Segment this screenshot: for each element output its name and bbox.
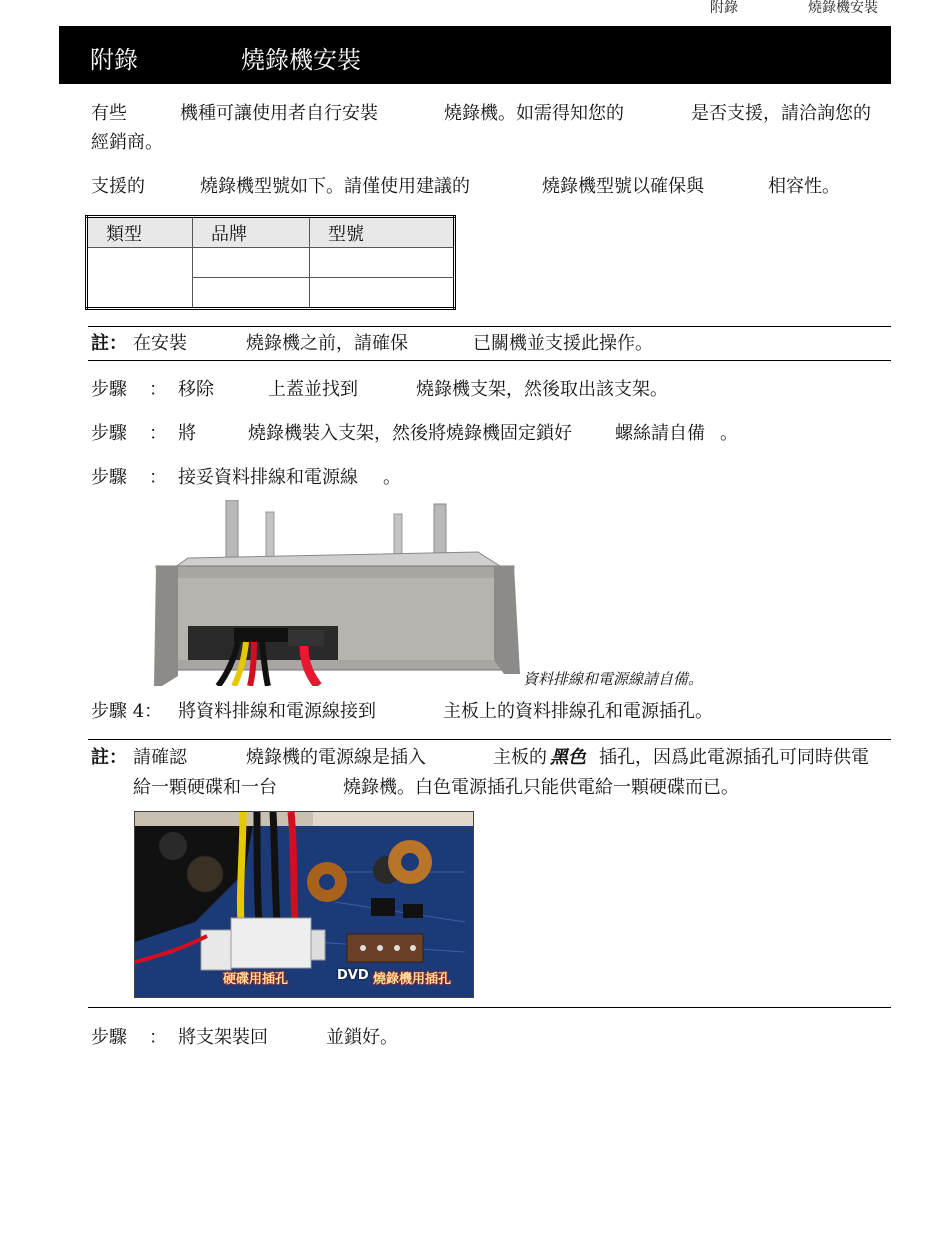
running-header-right: 燒錄機安裝 xyxy=(808,0,878,16)
intro-line3-c: 燒錄機型號以確保與 xyxy=(542,176,704,197)
step2-text-b: 燒錄機裝入支架，然後將燒錄機固定鎖好 xyxy=(248,423,572,444)
intro-line2: 經銷商。 xyxy=(91,132,163,153)
step2-text-a: 將 xyxy=(178,423,196,444)
section-title-right: 燒錄機安裝 xyxy=(241,46,361,74)
table-header-model: 型號 xyxy=(310,217,455,248)
step5-colon: ： xyxy=(149,1027,167,1048)
note2-line1-a: 請確認 xyxy=(133,747,187,768)
step2-label: 步驟 xyxy=(91,423,127,444)
note2-line2-a: 給一顆硬碟和一台 xyxy=(133,777,277,798)
supported-burner-table xyxy=(85,215,456,310)
step1-text-a: 移除 xyxy=(178,379,214,400)
step3-colon: ： xyxy=(149,467,167,488)
photo1-caption: 資料排線和電源線請自備。 xyxy=(523,670,704,688)
motherboard-power-photo xyxy=(134,811,474,998)
step4-text-a: 將資料排線和電源線接到 xyxy=(178,701,376,722)
step3-label: 步驟 xyxy=(91,467,127,488)
intro-line1-c: 燒錄機。如需得知您的 xyxy=(444,103,624,124)
step4-label: 步驟 4： xyxy=(91,701,163,722)
intro-line1-b: 機種可讓使用者自行安裝 xyxy=(180,103,378,124)
note2-line1-black: 黑色 xyxy=(550,747,586,768)
step5-text-b: 並鎖好。 xyxy=(326,1027,398,1048)
step2-text-d: 。 xyxy=(720,423,738,444)
step5-label: 步驟 xyxy=(91,1027,127,1048)
note2-line1-c: 主板的 xyxy=(493,747,547,768)
step1-text-b: 上蓋並找到 xyxy=(268,379,358,400)
intro-line3-d: 相容性。 xyxy=(768,176,840,197)
table-cell-brand xyxy=(193,248,310,278)
step1-colon: ： xyxy=(149,379,167,400)
intro-line3-b: 燒錄機型號如下。請僅使用建議的 xyxy=(200,176,470,197)
table-row xyxy=(87,248,455,278)
table-header-row xyxy=(87,217,455,248)
step5-text-a: 將支架裝回 xyxy=(178,1027,268,1048)
burner-bracket-photo xyxy=(148,500,520,686)
running-header-left: 附錄 xyxy=(710,0,738,16)
note1-bottom-rule xyxy=(88,360,891,361)
section-title-bar xyxy=(59,26,891,84)
table-header-type: 類型 xyxy=(87,217,193,248)
intro-line3-a: 支援的 xyxy=(91,176,145,197)
table-cell-type xyxy=(87,248,193,309)
step2-text-c: 螺絲請自備 xyxy=(615,423,705,444)
step4-text-b: 主板上的資料排線孔和電源插孔。 xyxy=(443,701,713,722)
dvd-connector-prefix: DVD xyxy=(337,968,369,983)
table-cell-brand xyxy=(193,278,310,309)
section-title-left: 附錄 xyxy=(90,46,138,74)
note1-text-c: 已關機並支援此操作。 xyxy=(473,333,653,354)
note1-text-a: 在安裝 xyxy=(133,333,187,354)
step1-text-c: 燒錄機支架，然後取出該支架。 xyxy=(416,379,668,400)
table-cell-model xyxy=(310,248,455,278)
note2-line2-b: 燒錄機。白色電源插孔只能供電給一顆硬碟而已。 xyxy=(343,777,739,798)
note2-line1-d: 插孔，因爲此電源插孔可同時供電 xyxy=(599,747,869,768)
step2-colon: ： xyxy=(149,423,167,444)
note1-top-rule xyxy=(88,326,891,327)
table-cell-model xyxy=(310,278,455,309)
table-header-brand: 品牌 xyxy=(193,217,310,248)
note2-bottom-rule xyxy=(88,1007,891,1008)
hdd-connector-label: 硬碟用插孔 xyxy=(223,972,289,987)
note1-text-b: 燒錄機之前，請確保 xyxy=(246,333,408,354)
step1-label: 步驟 xyxy=(91,379,127,400)
note1-label: 註： xyxy=(91,333,127,354)
step3-text-a: 接妥資料排線和電源線 xyxy=(178,467,358,488)
note2-line1-b: 燒錄機的電源線是插入 xyxy=(246,747,426,768)
step3-text-b: 。 xyxy=(383,467,401,488)
intro-line1-d: 是否支援，請洽詢您的 xyxy=(691,103,871,124)
note2-label: 註： xyxy=(91,747,127,768)
dvd-connector-label: 燒錄機用插孔 xyxy=(373,972,452,987)
intro-line1-a: 有些 xyxy=(91,103,127,124)
note2-top-rule xyxy=(88,739,891,740)
